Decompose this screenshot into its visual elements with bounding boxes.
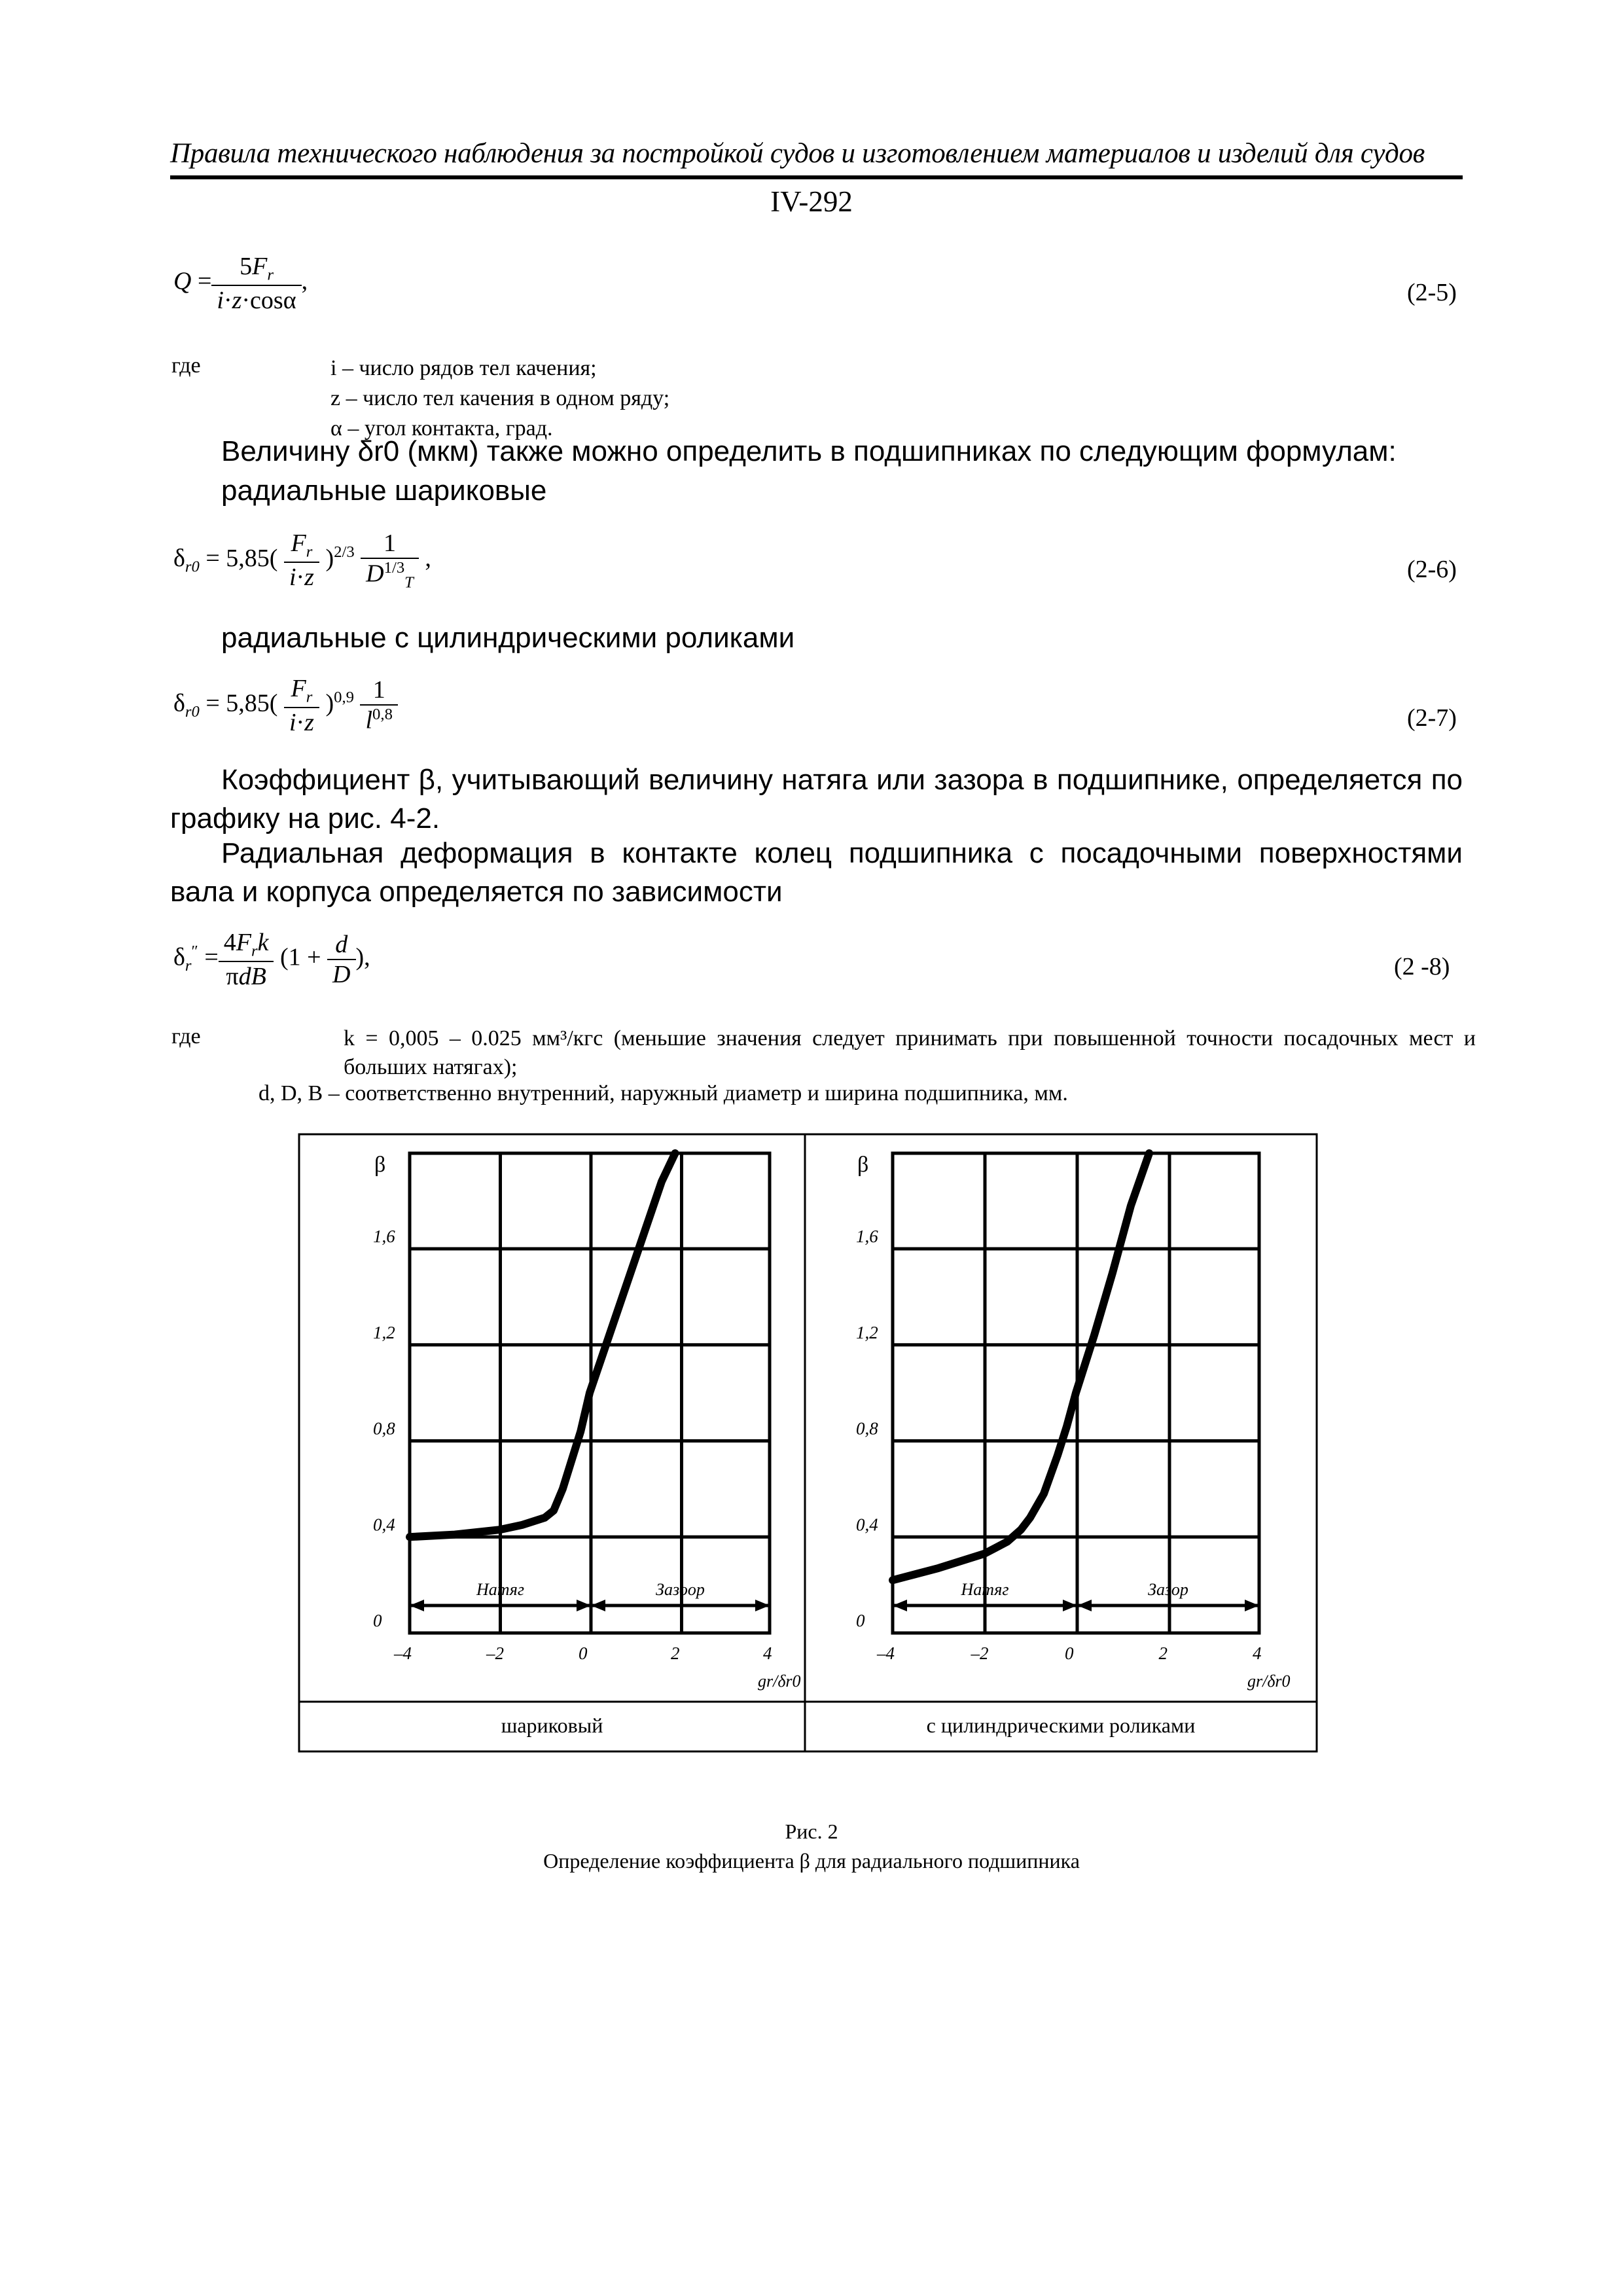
x-tick-label: 4	[1253, 1643, 1262, 1663]
x-axis-label: gr/δr0	[1247, 1672, 1291, 1691]
annotation-natyag: Натяг	[961, 1580, 1009, 1599]
equation-number-2-6: (2-6)	[1407, 556, 1457, 583]
figure-label-ball: шариковый	[501, 1713, 603, 1737]
where-item-dims: d, D, B – соответственно внутренний, наружный диаметр и ширина подшипника, мм.	[259, 1081, 1068, 1105]
where-item-z: z – число тел качения в одном ряду;	[330, 386, 670, 410]
x-tick-label: –2	[486, 1643, 504, 1663]
equation-number-2-8: (2 -8)	[1394, 953, 1450, 980]
where-item-i: i – число рядов тел качения;	[330, 356, 597, 380]
arrow-head-right	[1245, 1600, 1259, 1611]
y-axis-label: β	[374, 1153, 386, 1177]
y-tick-label: 0,8	[856, 1418, 878, 1439]
paragraph-radial-deformation: Радиальная деформация в контакте колец подшипника с посадочными поверхностями вала и корпуса определяется по зависимости	[170, 837, 1463, 908]
where-item-alpha: α – угол контакта, град.	[330, 416, 553, 440]
arrow-head-left	[893, 1600, 907, 1611]
figure-caption-number: Рис. 2	[785, 1820, 838, 1843]
x-tick-label: –2	[971, 1643, 989, 1663]
paragraph-beta-coefficient: Коэффициент β, учитывающий величину натяга или зазора в подшипнике, определяется по графику на рис. 4-2.	[170, 764, 1463, 834]
page-number: IV-292	[770, 185, 853, 218]
document-header: Правила технического наблюдения за постройкой судов и изготовлением материалов и изделий для судов	[170, 138, 1425, 169]
where-item-k: k = 0,005 – 0.025 мм³/кгс (меньшие значения следует принимать при повышенной точности посадочных мест и больших натягах);	[344, 1026, 1476, 1079]
x-tick-label: –4	[877, 1643, 895, 1663]
x-tick-label: 4	[763, 1643, 772, 1663]
beta-curve	[893, 1153, 1149, 1580]
y-tick-label: 1,2	[373, 1322, 395, 1342]
x-tick-label: 2	[1158, 1643, 1168, 1663]
y-tick-label: 0,4	[856, 1515, 878, 1535]
y-tick-label: 0	[856, 1611, 865, 1630]
y-tick-label: 1,2	[856, 1322, 878, 1342]
paragraph-roller-bearings: радиальные с цилиндрическими роликами	[221, 622, 795, 654]
annotation-zazor: Зазоор	[656, 1580, 705, 1599]
x-tick-label: 0	[579, 1643, 588, 1663]
equation-number-2-7: (2-7)	[1407, 704, 1457, 732]
arrow-head-mid-right	[1077, 1600, 1092, 1611]
y-axis-label: β	[857, 1153, 869, 1177]
y-tick-label: 1,6	[856, 1227, 878, 1246]
figure-caption-title: Определение коэффициента β для радиального подшипника	[543, 1849, 1080, 1873]
x-tick-label: 2	[671, 1643, 680, 1663]
equation-2-8: $\delta_r''$ = $\frac{4F_rk}{\text{πdB}}$ (1 + $\frac{d}{D}$ ),	[173, 929, 370, 990]
equation-number-2-5: (2-5)	[1407, 279, 1457, 306]
equation-2-5: Q = $\frac{5F_r}{i\cdot z\cdot\cos\alpha}$ ,	[173, 253, 308, 314]
y-tick-label: 0,4	[373, 1515, 395, 1535]
arrow-head-mid-left	[1063, 1600, 1077, 1611]
where-label: где	[171, 353, 201, 378]
x-axis-label: gr/δr0	[758, 1672, 801, 1691]
paragraph-delta-intro: Величину δr0 (мкм) также можно определить в подшипниках по следующим формулам:	[221, 435, 1397, 467]
paragraph-ball-bearings: радиальные шариковые	[221, 475, 547, 507]
x-tick-label: 0	[1065, 1643, 1074, 1663]
where-label-2: где	[171, 1024, 201, 1049]
y-tick-label: 0	[373, 1611, 382, 1630]
equation-2-6: $\delta_{r0} = 5,85$( $\frac{F_r}{i\cdot z}$ )$^{2/3}$ $\frac{1}{D^{1/3}_T}$ ,	[173, 529, 431, 592]
x-tick-label: –4	[394, 1643, 412, 1663]
y-tick-label: 0,8	[373, 1418, 395, 1439]
equation-2-7: $\delta_{r0} = 5,85$( $\frac{F_r}{i\cdot z}$ )$^{0,9}$ $\frac{1}{l^{0,8}}$	[173, 674, 398, 737]
figure-label-roller: с цилиндрическими роликами	[926, 1713, 1196, 1737]
annotation-zazor: Зазор	[1148, 1580, 1188, 1599]
annotation-natyag: Натяг	[476, 1580, 525, 1599]
y-tick-label: 1,6	[373, 1227, 395, 1246]
